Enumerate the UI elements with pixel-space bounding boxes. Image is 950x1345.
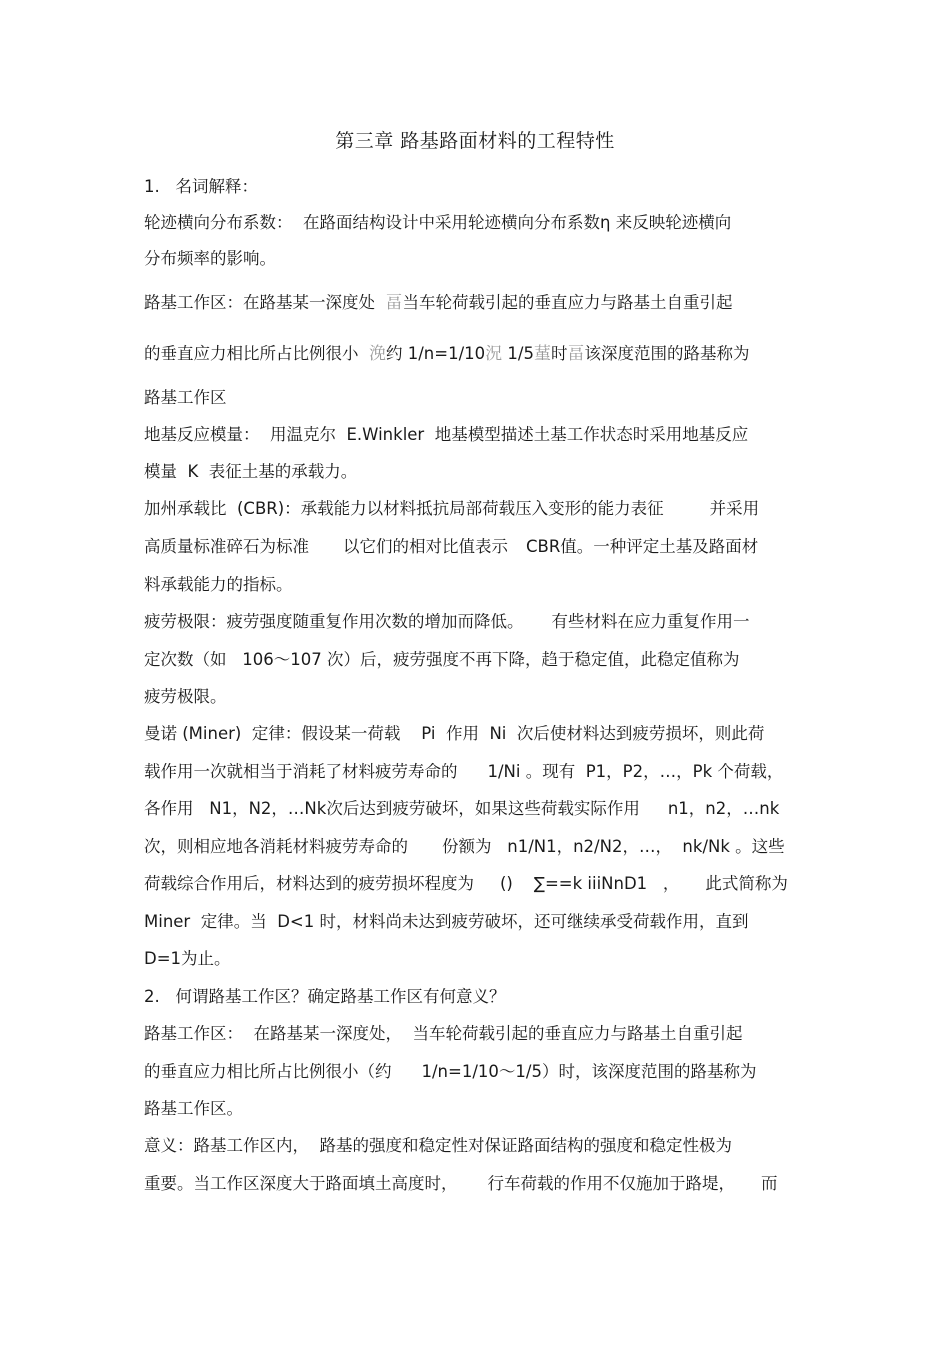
text-span: 并采用: [709, 499, 760, 518]
text-line: 地基反应模量： 用温克尔 E.Winkler 地基模型描述土基工作状态时采用地基反应: [144, 425, 749, 444]
text-line: [144, 610, 750, 634]
text-span: 荷载综合作用后，材料达到的疲劳损坏程度为: [144, 874, 474, 893]
text-span: 重要。当工作区深度大于路面填土高度时，: [144, 1174, 458, 1193]
text-line: [144, 535, 758, 559]
text-span: 时: [550, 344, 568, 363]
text-line: [144, 760, 783, 784]
garbled-glyph: 浼: [369, 344, 386, 364]
text-line: [144, 1172, 778, 1196]
text-span: 当车轮荷载引起的垂直应力与路基土自重引起: [402, 293, 733, 312]
formula: () ∑==k iiiNnD1 ，: [500, 874, 680, 893]
text-span: 1/Ni 。现有 P1，P2，…，Pk 个荷载，: [487, 762, 784, 781]
text-span: 加州承载比 (CBR)：承载能力以材料抵抗局部荷载压入变形的能力表征: [144, 499, 664, 518]
text-span: 份额为 n1/N1，n2/N2，…， nk/Nk 。这些: [442, 837, 785, 856]
garbled-glyph: 畐: [385, 293, 403, 313]
text-line: 模量 K 表征土基的承载力。: [144, 462, 358, 481]
text-line: [144, 291, 733, 315]
text-line: 轮迹横向分布系数： 在路面结构设计中采用轮迹横向分布系数η 来反映轮迹横向: [144, 213, 732, 232]
text-line: D=1为止。: [144, 949, 231, 968]
garbled-glyph: 蓳: [533, 344, 551, 364]
text-span: 以它们的相对比值表示: [343, 537, 508, 556]
garbled-glyph: 畐: [567, 344, 585, 364]
text-span: 此式简称为: [705, 874, 788, 893]
section-heading-2: 2. 何谓路基工作区？确定路基工作区有何意义？: [144, 987, 506, 1006]
text-span: 该深度范围的路基称为: [584, 344, 750, 363]
text-line: 疲劳极限。: [144, 687, 227, 706]
text-line: [144, 835, 785, 859]
text-line: 料承载能力的指标。: [144, 575, 293, 594]
text-span: CBR值。一种评定土基及路面材: [526, 537, 759, 556]
text-line: [144, 797, 779, 821]
page-title: 第三章 路基路面材料的工程特性: [335, 130, 615, 152]
text-line: 定次数（如 106～107 次）后，疲劳强度不再下降，趋于稳定值，此稳定值称为: [144, 650, 740, 669]
text-span: 约 1/n=1/10: [386, 344, 486, 363]
text-line: Miner 定律。当 D<1 时，材料尚未达到疲劳破坏，还可继续承受荷载作用，直到: [144, 912, 749, 931]
text-line: 曼诺 (Miner) 定律：假设某一荷载 Pi 作用 Ni 次后使材料达到疲劳损坏，则此荷: [144, 724, 765, 743]
garbled-glyph: 況: [485, 344, 503, 364]
text-span: n1，n2，…nk: [667, 799, 780, 818]
text-span: 有些材料在应力重复作用一: [551, 612, 750, 631]
text-line: [144, 872, 788, 896]
text-span: 载作用一次就相当于消耗了材料疲劳寿命的: [144, 762, 458, 781]
text-span: 路基工作区：在路基某一深度处: [144, 293, 386, 312]
section-heading-1: 1. 名词解释：: [144, 177, 258, 196]
text-line: 路基工作区： 在路基某一深度处， 当车轮荷载引起的垂直应力与路基土自重引起: [144, 1024, 743, 1043]
text-span: 各作用 N1，N2，…Nk次后达到疲劳破坏，如果这些荷载实际作用: [144, 799, 640, 818]
text-line: 路基工作区: [144, 388, 227, 407]
text-span: 1/5: [502, 344, 534, 363]
text-line: [144, 497, 759, 521]
text-span: 疲劳极限：疲劳强度随重复作用次数的增加而降低。: [144, 612, 524, 631]
text-span: 高质量标准碎石为标准: [144, 537, 309, 556]
text-span: 次，则相应地各消耗材料疲劳寿命的: [144, 837, 408, 856]
text-span: 而: [761, 1174, 778, 1193]
text-span: 的垂直应力相比所占比例很小: [144, 344, 369, 363]
text-line: [144, 1060, 756, 1084]
text-line: 路基工作区。: [144, 1099, 243, 1118]
text-span: 1/n=1/10～1/5）时，该深度范围的路基称为: [421, 1062, 757, 1081]
text-line: 分布频率的影响。: [144, 249, 276, 268]
text-line: 意义：路基工作区内， 路基的强度和稳定性对保证路面结构的强度和稳定性极为: [144, 1136, 732, 1155]
text-line: [144, 342, 749, 366]
text-span: 行车荷载的作用不仅施加于路堤，: [487, 1174, 735, 1193]
text-span: 的垂直应力相比所占比例很小（约: [144, 1062, 392, 1081]
